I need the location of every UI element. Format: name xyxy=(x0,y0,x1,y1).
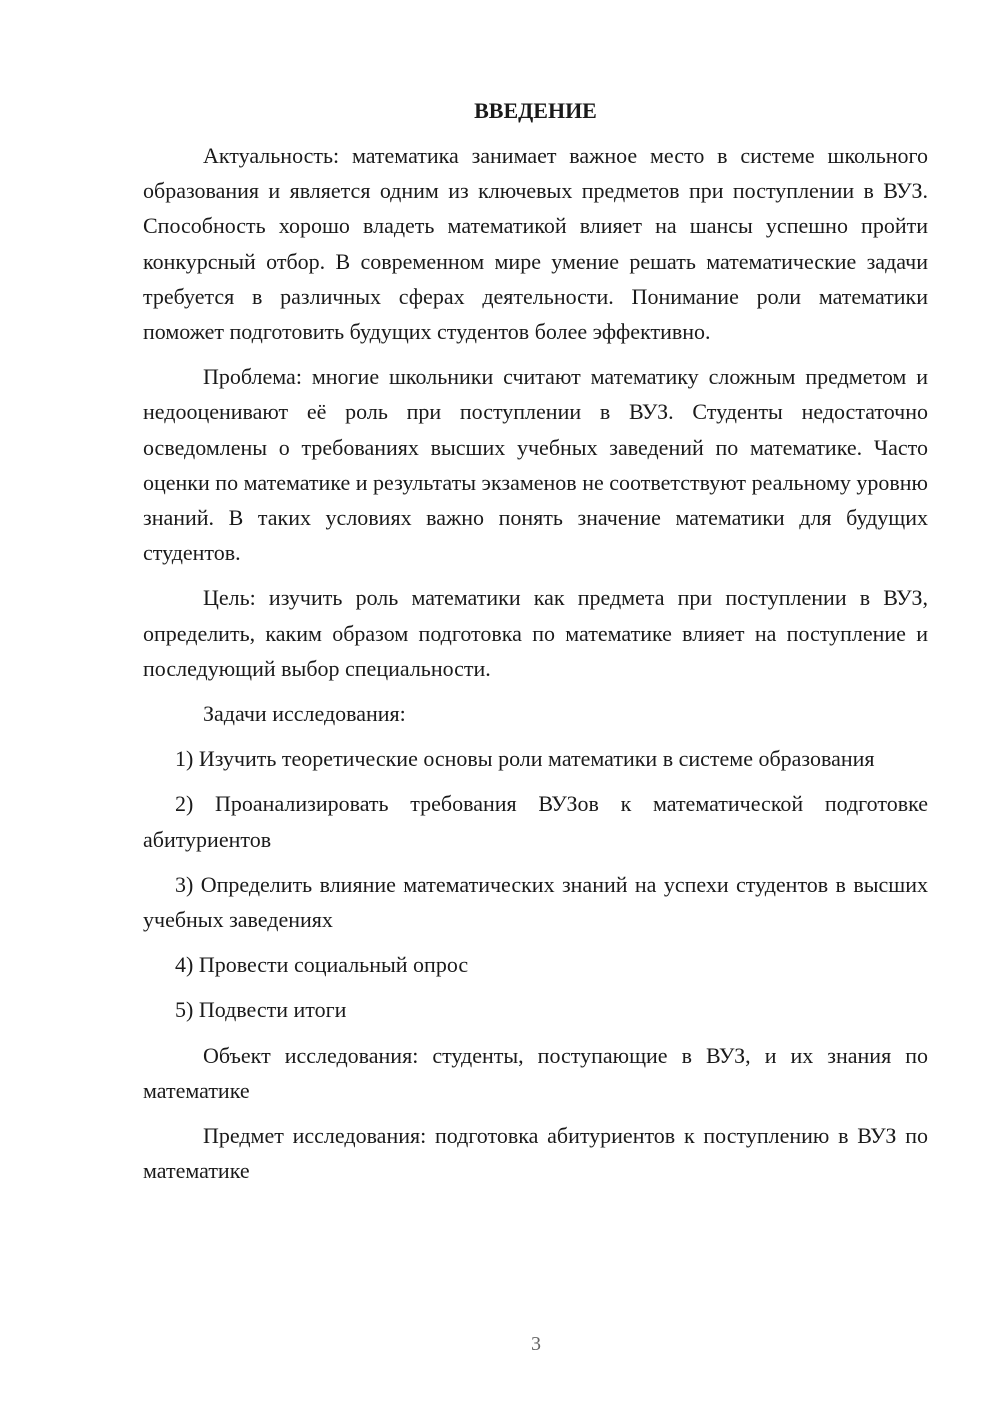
document-body xyxy=(143,95,928,1188)
list-item-task-4: 4) Провести социальный опрос xyxy=(175,952,469,978)
paragraph-relevance: Актуальность: математика занимает важное место в системе школьного образования и является одним из ключевых предметов при поступлении в ВУЗ. Способность хорошо владеть математикой влияет на шансы успешно пройти конкурсный отбор. В современном мире умение решать математические задачи требуется в различных сферах деятельности. Понимание роли математики поможет подготовить будущих студентов более эффективно. xyxy=(143,143,928,345)
page-number xyxy=(0,1333,1000,1356)
list-item-task-5: 5) Подвести итоги xyxy=(175,997,347,1023)
list-item-task-3: 3) Определить влияние математических знаний на успехи студентов в высших учебных заведениях xyxy=(143,871,928,933)
paragraph-tasks-heading: Задачи исследования: xyxy=(203,701,406,727)
paragraph-goal: Цель: изучить роль математики как предмета при поступлении в ВУЗ, определить, каким образом подготовка по математике влияет на поступление и последующий выбор специальности. xyxy=(143,585,928,681)
paragraph-object: Объект исследования: студенты, поступающие в ВУЗ, и их знания по математике xyxy=(143,1042,928,1103)
list-item-task-1: 1) Изучить теоретические основы роли математики в системе образования xyxy=(175,746,875,772)
paragraph-problem: Проблема: многие школьники считают математику сложным предметом и недооценивают её роль при поступлении в ВУЗ. Студенты недостаточно осведомлены о требованиях высших учебных заведений по математике. Часто оценки по математике и результаты экзаменов не соответствуют реальному уровню знаний. В таких условиях важно понять значение математики для будущих студентов. xyxy=(143,364,928,566)
page-number-label: 3 xyxy=(531,1333,541,1355)
list-item-task-2: 2) Проанализировать требования ВУЗов к математической подготовке абитуриентов xyxy=(143,791,928,852)
paragraph-subject: Предмет исследования: подготовка абитуриентов к поступлению в ВУЗ по математике xyxy=(143,1123,928,1184)
page-title: ВВЕДЕНИЕ xyxy=(474,98,597,123)
